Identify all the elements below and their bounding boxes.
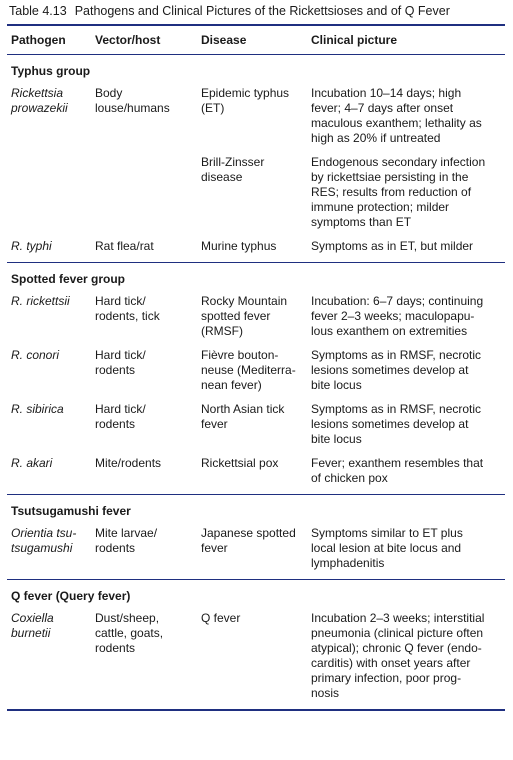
table-row: [7, 86, 505, 155]
pathogen-cell: Rickettsia prowazekii: [11, 86, 68, 115]
vector-cell: Mite larvae/ rodents: [95, 526, 158, 555]
vector-cell: [91, 155, 197, 230]
disease-cell: Epidemic typhus (ET): [201, 86, 290, 115]
table-number: Table 4.13: [9, 4, 67, 18]
vector-cell: Mite/rodents: [95, 456, 162, 470]
bottom-rule: [7, 709, 505, 711]
disease-cell: Rocky Mountain spotted fever (RMSF): [201, 294, 288, 338]
disease-cell: North Asian tick fever: [201, 402, 285, 431]
clinical-cell: Incubation 10–14 days; high fever; 4–7 days after onset maculous exanthem; lethality as high as 20% if untreated: [311, 86, 482, 145]
vector-cell: Hard tick/ rodents: [95, 402, 146, 431]
table-row: [7, 239, 505, 262]
table-title: Pathogens and Clinical Pictures of the Rickettsioses and of Q Fever: [74, 4, 450, 18]
clinical-cell: Symptoms similar to ET plus local lesion at bite locus and lymphadenitis: [311, 526, 463, 570]
pathogen-cell: R. typhi: [11, 239, 52, 253]
vector-cell: Body louse/humans: [95, 86, 170, 115]
disease-cell: Q fever: [201, 611, 241, 625]
header-pathogen: Pathogen: [11, 33, 66, 47]
vector-cell: Hard tick/ rodents: [95, 348, 146, 377]
group-title: Tsutsugamushi fever: [11, 504, 131, 518]
clinical-cell: Incubation 2–3 weeks; interstitial pneumonia (clinical picture often atypical); chronic Q fever (endo- carditis) with onset years after primary infection, poor prog- nosis: [311, 611, 485, 700]
table-row: [7, 611, 505, 709]
group-title: Spotted fever group: [11, 272, 126, 286]
pathogen-cell: R. sibirica: [11, 402, 64, 416]
table-row: [7, 294, 505, 348]
pathogen-cell: [7, 155, 91, 230]
clinical-cell: Symptoms as in RMSF, necrotic lesions sometimes develop at bite locus: [311, 348, 482, 392]
table-row: [7, 348, 505, 402]
group-title: Q fever (Query fever): [11, 589, 131, 603]
disease-cell: Rickettsial pox: [201, 456, 279, 470]
header-clinical-picture: Clinical picture: [311, 33, 398, 47]
pathogen-cell: R. akari: [11, 456, 53, 470]
pathogen-cell: R. conori: [11, 348, 60, 362]
header-vector-host: Vector/host: [95, 33, 161, 47]
vector-cell: Hard tick/ rodents, tick: [95, 294, 160, 323]
disease-cell: Fièvre bouton- neuse (Mediterra- nean fever): [201, 348, 296, 392]
table-caption: [7, 0, 505, 24]
disease-cell: Murine typhus: [201, 239, 277, 253]
table-container: [7, 0, 505, 711]
header-disease: Disease: [201, 33, 247, 47]
table-row: [7, 155, 505, 239]
clinical-cell: Fever; exanthem resembles that of chicken pox: [311, 456, 484, 485]
disease-cell: Japanese spotted fever: [201, 526, 296, 555]
table-row: [7, 526, 505, 579]
clinical-cell: Incubation: 6–7 days; continuing fever 2–3 weeks; maculopapu- lous exanthem on extremities: [311, 294, 484, 338]
table-row: [7, 456, 505, 494]
clinical-cell: Endogenous secondary infection by rickettsiae persisting in the RES; results from reduction of immune protection; milder symptoms than ET: [311, 155, 486, 229]
clinical-cell: Symptoms as in RMSF, necrotic lesions sometimes develop at bite locus: [311, 402, 482, 446]
pathogen-cell: R. rickettsii: [11, 294, 70, 308]
vector-cell: Dust/sheep, cattle, goats, rodents: [95, 611, 164, 655]
table-header: [7, 26, 505, 54]
table-row: [7, 402, 505, 456]
group-title: Typhus group: [11, 64, 91, 78]
pathogen-cell: Coxiella burnetii: [11, 611, 54, 640]
vector-cell: Rat flea/rat: [95, 239, 154, 253]
clinical-cell: Symptoms as in ET, but milder: [311, 239, 474, 253]
disease-cell: Brill-Zinsser disease: [201, 155, 265, 184]
pathogen-cell: Orientia tsu- tsugamushi: [11, 526, 77, 555]
